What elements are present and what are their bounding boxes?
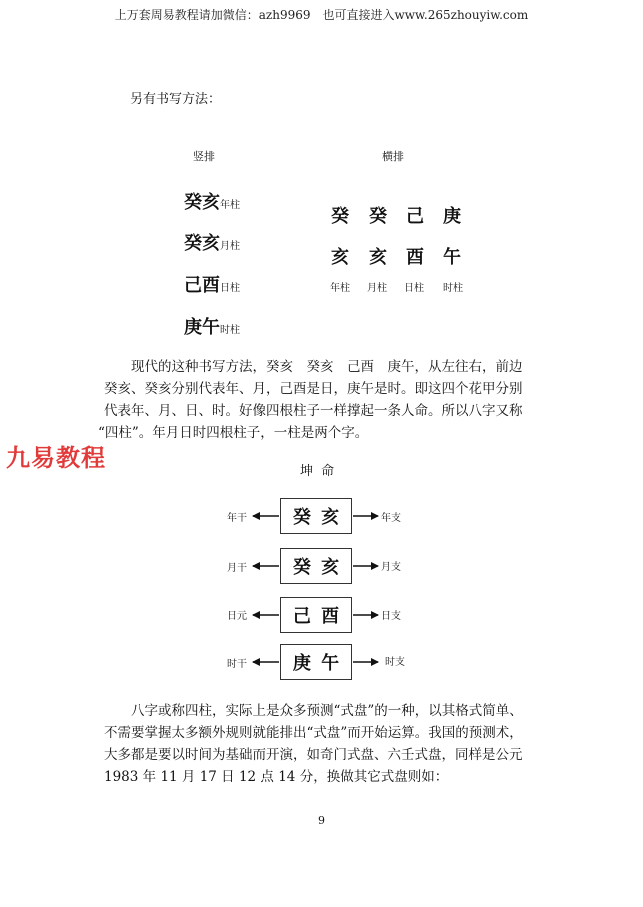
branch-char: 酉	[321, 606, 340, 627]
branch-char: 亥	[331, 247, 349, 268]
paragraph-line: 大多都是要以时间为基础而开演，如奇门式盘、六壬式盘，同样是公元	[104, 747, 523, 763]
stem-label: 日元	[227, 611, 247, 622]
branch-char: 亥	[321, 507, 340, 528]
paragraph-line: 不需要掌握太多额外规则就能排出“式盘”而开始运算。我国的预测术，	[104, 725, 523, 741]
pillar-box	[280, 548, 352, 584]
paragraph-line: 现代的这种书写方法，癸亥 癸亥 己酉 庚午，从左往右，前边	[131, 359, 523, 375]
pillar-label: 年柱	[330, 283, 350, 294]
branch-label: 日支	[381, 611, 401, 622]
stem-label: 月干	[227, 563, 247, 574]
branch-char: 酉	[406, 247, 424, 268]
watermark-text: 九易教程	[6, 444, 106, 472]
horizontal-heading: 横排	[382, 150, 404, 163]
branch-label: 年支	[381, 513, 401, 524]
pillar-box	[280, 644, 352, 680]
stem-label: 时干	[227, 659, 247, 670]
pillar-box	[280, 498, 352, 534]
pillar-box	[280, 597, 352, 633]
paragraph-line: 代表年、月、日、时。好像四根柱子一样撑起一条人命。所以八字又称	[104, 403, 523, 419]
pillar-label: 月柱	[367, 283, 387, 294]
pillar-label: 月柱	[220, 241, 240, 252]
kun-title: 坤 命	[300, 464, 337, 479]
stem-char: 庚	[292, 653, 311, 674]
stem-char: 己	[406, 206, 424, 227]
page-number: 9	[318, 814, 325, 827]
paragraph-line: 八字或称四柱，实际上是众多预测“式盘”的一种，以其格式简单、	[131, 703, 523, 719]
branch-char: 亥	[369, 247, 387, 268]
branch-char: 午	[321, 653, 340, 674]
pillar-label: 年柱	[220, 200, 240, 211]
pillar-label: 日柱	[220, 283, 240, 294]
page-header: 上万套周易教程请加微信：azh9969 也可直接进入www.265zhouyiw.com	[114, 8, 529, 22]
pillar-ganzhi: 癸亥	[184, 192, 220, 213]
paragraph-line: 癸亥、癸亥分别代表年、月，己酉是日，庚午是时。即这四个花甲分别	[104, 381, 523, 397]
intro-text: 另有书写方法：	[130, 92, 222, 107]
stem-char: 癸	[292, 507, 311, 528]
pillar-label: 时柱	[443, 283, 463, 294]
pillar-ganzhi: 庚午	[184, 317, 220, 338]
branch-label: 月支	[381, 562, 401, 573]
paragraph-line: “四柱”。年月日时四根柱子，一柱是两个字。	[98, 425, 369, 441]
pillar-label: 时柱	[220, 325, 240, 336]
branch-char: 亥	[321, 557, 340, 578]
branch-label: 时支	[385, 657, 405, 668]
paragraph-line: 1983 年 11 月 17 日 12 点 14 分，换做其它式盘则如：	[104, 769, 449, 785]
pillar-label: 日柱	[404, 283, 424, 294]
stem-char: 庚	[443, 206, 461, 227]
pillar-ganzhi: 己酉	[184, 275, 220, 296]
pillar-ganzhi: 癸亥	[184, 233, 220, 254]
stem-char: 癸	[292, 557, 311, 578]
stem-label: 年干	[227, 513, 247, 524]
branch-char: 午	[443, 247, 461, 268]
stem-char: 己	[292, 606, 311, 627]
stem-char: 癸	[369, 206, 387, 227]
vertical-heading: 竖排	[193, 150, 215, 163]
stem-char: 癸	[331, 206, 349, 227]
